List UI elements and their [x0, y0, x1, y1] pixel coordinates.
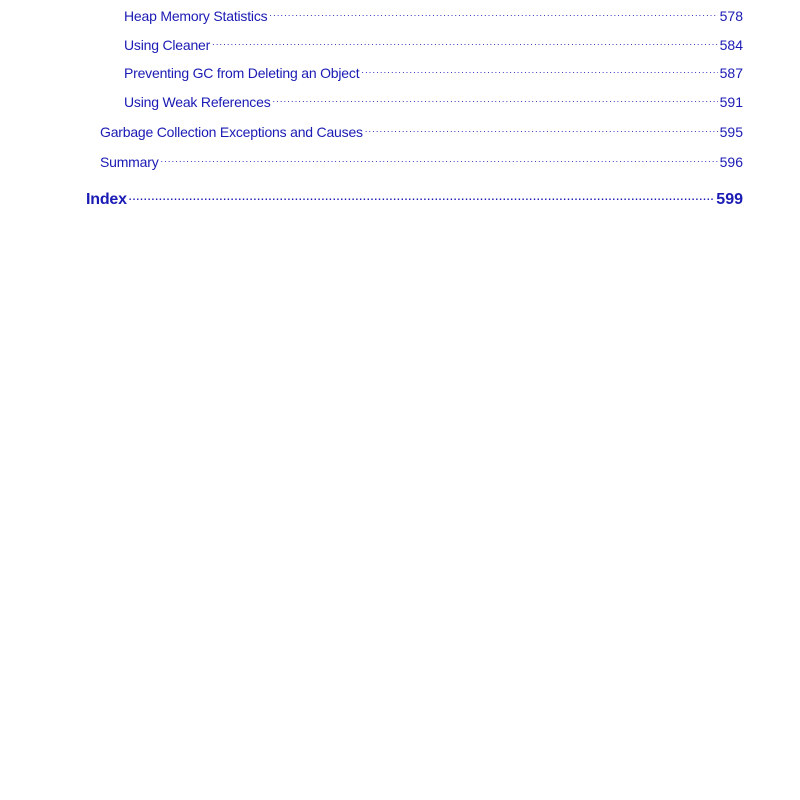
toc-entry-heap-memory-statistics[interactable] — [124, 7, 743, 25]
toc-entry-page-number: 595 — [719, 124, 743, 140]
toc-entry-summary[interactable] — [100, 153, 743, 171]
dot-leader — [273, 95, 718, 107]
dot-leader — [365, 125, 718, 137]
toc-entry-label: Preventing GC from Deleting an Object — [124, 65, 360, 81]
dot-leader — [161, 155, 718, 167]
toc-entry-label: Index — [86, 191, 127, 208]
toc-entry-label: Heap Memory Statistics — [124, 8, 268, 24]
toc-entry-preventing-gc[interactable] — [124, 64, 743, 82]
dot-leader — [129, 192, 715, 204]
toc-entry-page-number: 596 — [719, 154, 743, 170]
toc-entry-page-number: 591 — [719, 94, 743, 110]
toc-entry-using-weak-references[interactable] — [124, 93, 743, 111]
toc-entry-using-cleaner[interactable] — [124, 36, 743, 54]
dot-leader — [361, 66, 717, 78]
toc-entry-label: Garbage Collection Exceptions and Causes — [100, 124, 363, 140]
toc-entry-index[interactable] — [86, 190, 743, 210]
toc-entry-page-number: 578 — [719, 8, 743, 24]
toc-entry-label: Using Cleaner — [124, 37, 211, 53]
dot-leader — [269, 9, 717, 21]
toc-entry-gc-exceptions-and-causes[interactable] — [100, 123, 743, 141]
toc-entry-label: Using Weak References — [124, 94, 271, 110]
dot-leader — [212, 38, 718, 50]
toc-entry-label: Summary — [100, 154, 159, 170]
toc-entry-page-number: 599 — [716, 191, 743, 208]
toc-entry-page-number: 584 — [719, 37, 743, 53]
toc-entry-page-number: 587 — [719, 65, 743, 81]
